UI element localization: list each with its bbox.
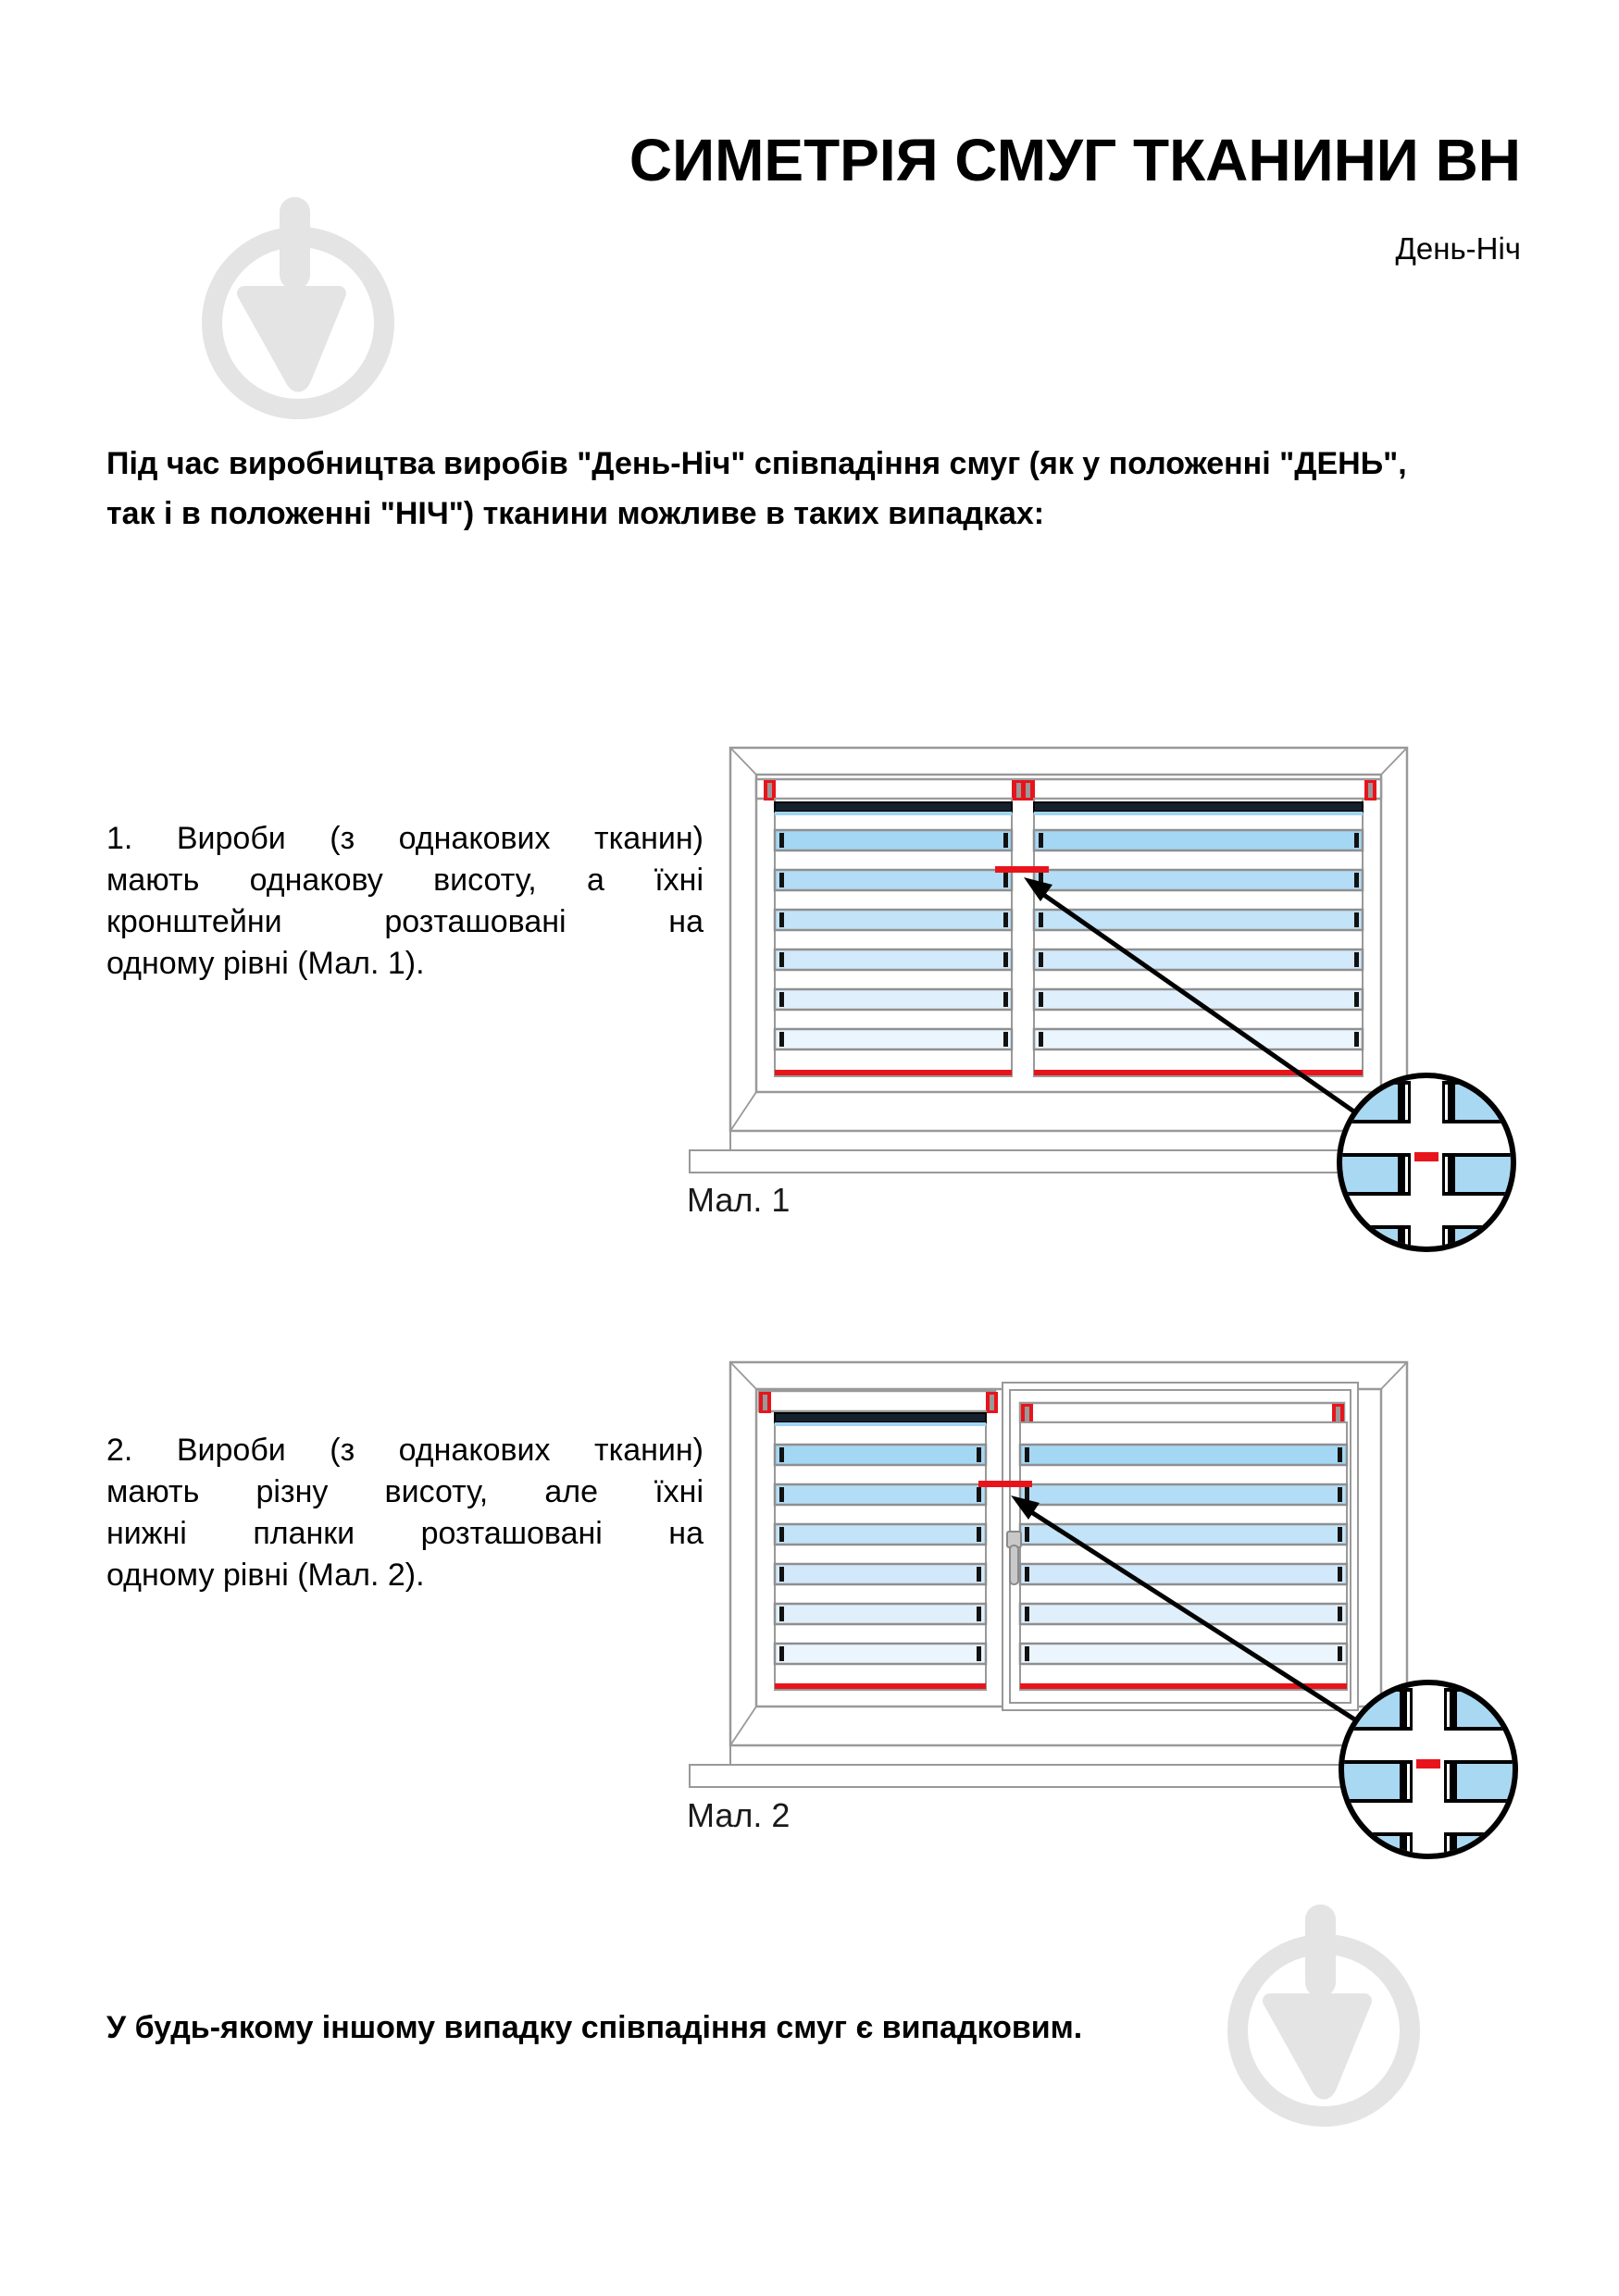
figure-1-caption: Мал. 1 — [687, 1181, 791, 1219]
page-title: СИМЕТРІЯ СМУГ ТКАНИНИ ВН — [629, 127, 1521, 193]
stripe-alignment-marker — [978, 1481, 1032, 1487]
left-blind — [775, 1411, 986, 1690]
intro-line: Під час виробництва виробів "День-Ніч" співпадіння смуг (як у положенні "ДЕНЬ", — [106, 446, 1407, 481]
page-subtitle: День-Ніч — [1395, 231, 1521, 266]
left-blind — [775, 799, 1012, 1076]
blind-top-rail — [1020, 1403, 1344, 1422]
item-1-line: 1. Вироби (з однакових тканин) — [106, 821, 704, 856]
figure-1-window-diagram — [685, 740, 1527, 1259]
blind-top-rail — [759, 1391, 995, 1411]
brand-watermark-logo-icon — [1222, 1897, 1426, 2128]
item-2-line: нижні планки розташовані на — [106, 1516, 704, 1551]
stripe-alignment-marker — [995, 866, 1049, 873]
bottom-bar — [1034, 1070, 1363, 1075]
magnifier-detail — [1339, 1075, 1513, 1251]
blind-top-rail — [756, 779, 1381, 799]
intro-paragraph — [106, 439, 1407, 539]
item-2-paragraph — [106, 1430, 704, 1596]
figure-2-caption: Мал. 2 — [687, 1796, 791, 1834]
intro-line: так і в положенні "НІЧ") тканини можливе в таких випадках: — [106, 496, 1045, 531]
right-blind — [1020, 1422, 1347, 1690]
item-1-paragraph — [106, 818, 704, 985]
bottom-bar — [775, 1070, 1012, 1075]
bottom-bar — [775, 1683, 986, 1689]
item-2-line: одному рівні (Мал. 2). — [106, 1558, 425, 1593]
item-2-line: 2. Вироби (з однакових тканин) — [106, 1433, 704, 1468]
brand-watermark-logo-icon — [196, 190, 400, 421]
magnifier-detail — [1341, 1682, 1515, 1858]
footer-note: У будь-якому іншому випадку співпадіння смуг є випадковим. — [106, 2010, 1083, 2045]
right-blind — [1034, 799, 1363, 1076]
item-2-line: мають різну висоту, але їхні — [106, 1474, 704, 1509]
item-1-line: мають однакову висоту, а їхні — [106, 863, 704, 898]
window-sill — [690, 1131, 1430, 1173]
item-1-line: одному рівні (Мал. 1). — [106, 946, 425, 981]
window-sill — [690, 1745, 1430, 1787]
item-1-line: кронштейни розташовані на — [106, 904, 704, 939]
figure-2-window-diagram — [685, 1355, 1527, 1873]
window-handle — [1007, 1532, 1021, 1584]
